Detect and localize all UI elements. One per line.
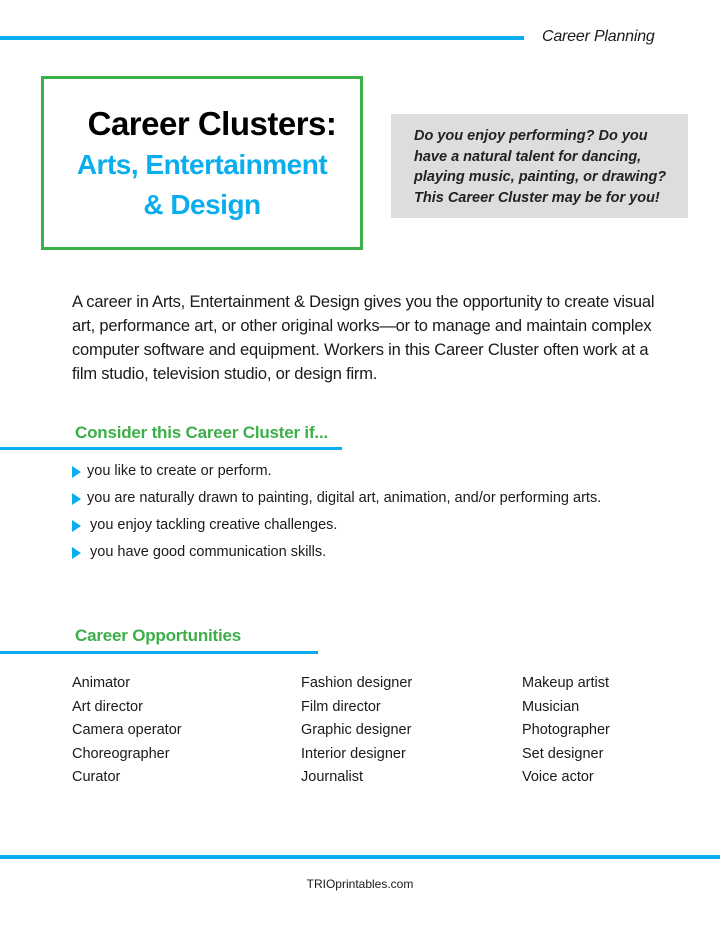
career-column-3 xyxy=(522,672,610,790)
header-rule xyxy=(0,36,524,40)
header-label: Career Planning xyxy=(542,28,655,45)
career-item: Set designer xyxy=(522,745,604,762)
list-item-text: you are naturally drawn to painting, digital art, animation, and/or performing arts. xyxy=(87,490,602,506)
arrow-bullet-icon xyxy=(72,520,81,532)
career-item: Musician xyxy=(522,698,580,715)
career-item: Interior designer xyxy=(301,745,406,762)
intro-paragraph: A career in Arts, Entertainment & Design gives you the opportunity to create visual art, performance art, or other original works—or to manage and maintain complex computer software and equipment. Workers in this Career Cluster often work at a film studio, television studio, or design firm. xyxy=(72,293,655,383)
opportunities-rule xyxy=(0,651,318,654)
page-subtitle-line2: & Design xyxy=(143,189,261,220)
career-item: Animator xyxy=(72,675,131,691)
career-item: Journalist xyxy=(301,769,364,785)
page-title: Career Clusters: xyxy=(87,105,337,142)
career-item: Graphic designer xyxy=(301,722,412,738)
career-item: Fashion designer xyxy=(301,675,413,691)
title-box xyxy=(41,76,363,250)
career-item: Voice actor xyxy=(522,769,594,785)
footer-rule xyxy=(0,855,720,859)
arrow-bullet-icon xyxy=(72,547,81,559)
career-item: Camera operator xyxy=(72,722,182,738)
career-item: Photographer xyxy=(522,722,610,738)
list-item xyxy=(72,515,632,535)
consider-rule xyxy=(0,447,342,450)
career-item: Art director xyxy=(72,698,143,715)
opportunities-heading: Career Opportunities xyxy=(75,626,242,645)
arrow-bullet-icon xyxy=(72,493,81,505)
footer-site-link[interactable]: TRIOprintables.com xyxy=(306,877,414,891)
list-item xyxy=(72,461,632,481)
arrow-bullet-icon xyxy=(72,466,81,478)
career-item: Curator xyxy=(72,769,121,785)
list-item xyxy=(72,542,632,562)
page-subtitle-line1: Arts, Entertainment xyxy=(76,149,328,180)
career-column-1 xyxy=(72,672,182,790)
career-item: Choreographer xyxy=(72,745,170,762)
consider-list xyxy=(72,461,632,569)
list-item xyxy=(72,488,612,508)
callout-box: Do you enjoy performing? Do you have a natural talent for dancing, playing music, painting, or drawing? This Career Cluster may be for you! xyxy=(391,114,688,218)
career-item: Makeup artist xyxy=(522,675,610,691)
list-item-text: you enjoy tackling creative challenges. xyxy=(90,517,338,533)
list-item-text: you have good communication skills. xyxy=(90,544,327,560)
career-item: Film director xyxy=(301,698,381,715)
list-item-text: you like to create or perform. xyxy=(87,463,272,479)
consider-heading: Consider this Career Cluster if... xyxy=(75,423,328,442)
career-column-2 xyxy=(301,672,412,790)
